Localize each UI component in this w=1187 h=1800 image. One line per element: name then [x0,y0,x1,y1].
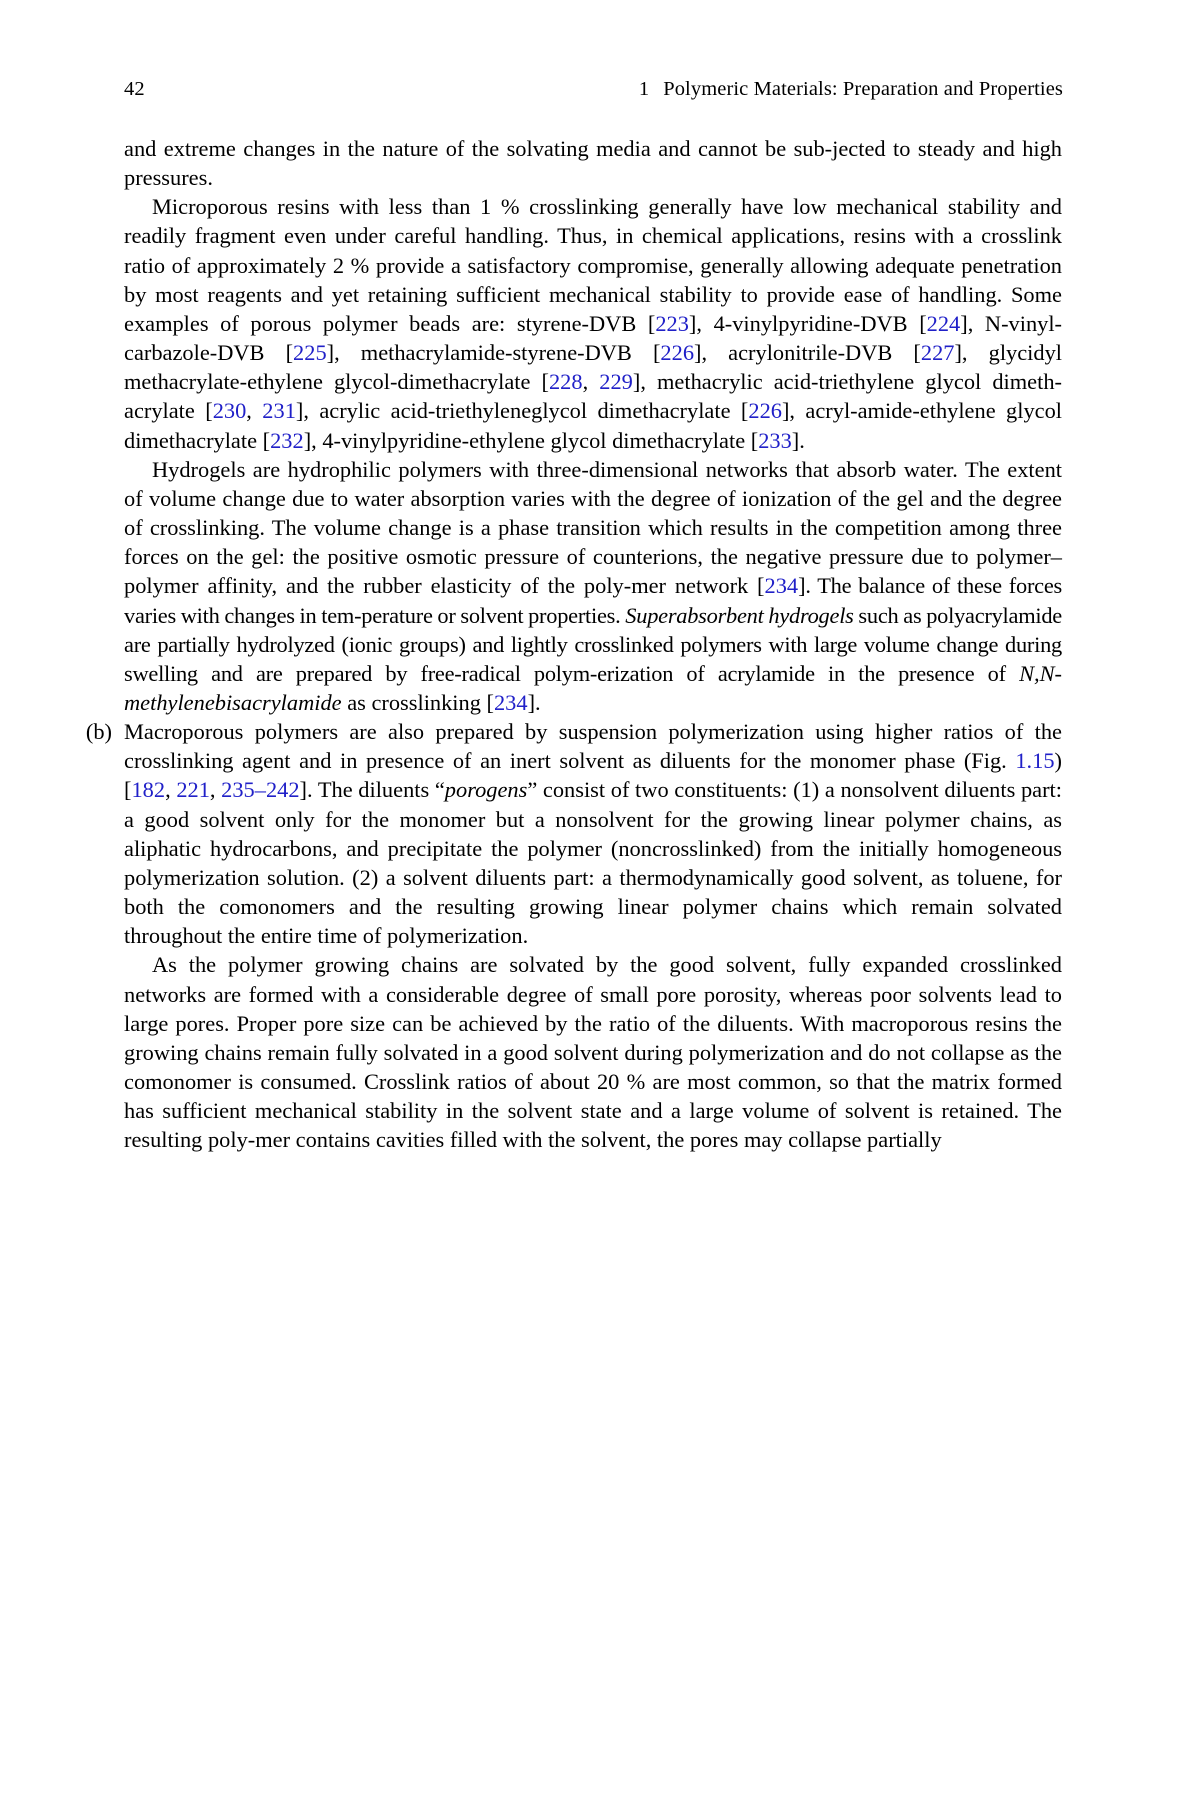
paragraph-text: ) [ [124,748,1062,803]
paragraph-text: ], glycidyl methacrylate-ethylene glycol-dimethacrylate [ [124,340,1062,395]
header-title [184,78,1063,101]
paragraph-continuation [124,134,1062,192]
text-column [85,134,1063,1154]
paragraph-text: ” consist of two constituents: (1) a nonsolvent diluents part: a good solvent only for the monomer but a nonsolvent for the growing linear polymer chains, as aliphatic hydrocarbons, and precipitate the polymer (noncrosslinked) from the initially homogeneous polymerization solution. (2) a solvent diluents part: a thermodynamically good solvent, as toluene, for both the comonomers and the resulting growing linear polymer chains which remain solvated throughout the entire time of polymerization. [124,777,1062,949]
paragraph-text: ], acrylic acid-triethyleneglycol dimethacrylate [ [295,398,749,424]
list-item-b [85,717,1062,1154]
paragraph-text: ]. [527,689,541,715]
paragraph-solvated-chains [124,950,1062,1154]
paragraph-text: ], acryl-amide-ethylene glycol dimethacrylate [ [124,398,1062,453]
header-title-text: Polymeric Materials: Preparation and Properties [663,78,1063,100]
list-marker: (b) [85,719,112,745]
paragraph-text: , [209,777,222,803]
running-header [124,78,1063,104]
citation-link[interactable]: 235–242 [221,777,300,803]
citation-link[interactable]: 234 [764,573,799,599]
emphasis-superabsorbent-hydrogels: Superabsorbent hydrogels [625,602,854,628]
citation-link[interactable]: 231 [262,398,296,424]
paragraph-text: ], methacrylic acid-triethylene glycol dimeth-acrylate [ [124,369,1062,424]
citation-link[interactable]: 221 [176,777,210,803]
citation-link[interactable]: 223 [655,310,689,336]
paragraph-text: ], 4-vinylpyridine-ethylene glycol dimethacrylate [ [303,427,759,453]
citation-link[interactable]: 224 [926,310,961,336]
paragraph-text: ]. [791,427,805,453]
paragraph-text: ]. The balance of these forces varies with changes in tem-perature or solvent properties. [124,573,1062,628]
citation-link[interactable]: 234 [493,689,528,715]
citation-link[interactable]: 228 [548,369,583,395]
citation-link[interactable]: 232 [270,427,304,453]
paragraph-text: Microporous resins with less than 1 % crosslinking generally have low mechanical stability and readily fragment even under careful handling. Thus, in chemical applications, resins with a crosslink ratio of approximately 2 % provide a satisfactory compromise, generally allowing adequate penetration by most reagents and yet retaining sufficient mechanical stability to provide ease of handling. Some examples of porous polymer beads are: styrene-DVB [124,194,1062,336]
page-number: 42 [124,78,145,100]
citation-link[interactable]: 230 [212,398,247,424]
paragraph-text: such as polyacrylamide are partially hydrolyzed (ionic groups) and lightly crosslinked polymers with large volume change during swelling and are prepared by free-radical polym-erization of acrylamide in the presence of [124,602,1062,686]
paragraph-text: , [165,777,177,803]
paragraph-hydrogels [124,455,1062,717]
paragraph-text: as crosslinking [ [341,689,494,715]
citation-link[interactable]: 226 [660,340,695,366]
paragraph-text: ]. The diluents “ [299,777,445,803]
citation-link[interactable]: 233 [758,427,792,453]
paragraph-text: , [246,398,263,424]
list-item-body [124,717,1062,1154]
paragraph-text: Hydrogels are hydrophilic polymers with three-dimensional networks that absorb water. The extent of volume change due to water absorption varies with the degree of ionization of the gel and the degree of crosslinking. The volume change is a phase transition which results in the competition among three forces on the gel: the positive osmotic pressure of counterions, the negative pressure due to polymer–polymer affinity, and the rubber elasticity of the poly-mer network [ [124,456,1062,599]
paragraph-text: , [582,369,600,395]
citation-link[interactable]: 225 [293,340,327,366]
citation-link[interactable]: 226 [748,398,782,424]
citation-link[interactable]: 229 [599,369,633,395]
citation-link[interactable]: 182 [131,777,166,803]
emphasis-porogens: porogens [444,777,528,803]
paragraph-macroporous-polymers [124,717,1062,950]
header-chapter-number: 1 [638,78,650,100]
paragraph-text: and extreme changes in the nature of the solvating media and cannot be sub-jected to steady and high pressures. [124,136,1062,191]
citation-link[interactable]: 227 [920,340,955,366]
paragraph-text: ], N-vinyl-carbazole-DVB [ [124,310,1063,366]
paragraph-microporous-resins: Microporous resins with less than 1 % crosslinking generally have low mechanical stability and readily fragment even under careful handling. Thus, in chemical applications, resins with a crosslink ratio of approximately 2 % provide a satisfactory compromise, generally allowing adequate penetration by most reagents and yet retaining sufficient mechanical stability to provide ease of handling. Some examples of porous polymer beads are: styrene-DVB [223], 4-vinylpyridine-DVB [224], N-vinyl-carbazole-DVB [225], methacrylamide-styrene-DVB [226], acrylonitrile-DVB [227], glycidyl methacrylate-ethylene glycol-dimethacrylate [228, 229], methacrylic acid-triethylene glycol dimeth-acrylate [230, 231], acrylic acid-triethyleneglycol dimethacrylate [226], acryl-amide-ethylene glycol dimethacrylate [232], 4-vinylpyridine-ethylene glycol dimethacrylate [233]. [124,194,1063,453]
paragraph-text: ], methacrylamide-styrene-DVB [ [326,340,661,366]
paragraph-text: As the polymer growing chains are solvated by the good solvent, fully expanded crosslinked networks are formed with a considerable degree of small pore porosity, whereas poor solvents lead to large pores. Proper pore size can be achieved by the ratio of the diluents. With macroporous resins the growing chains remain fully solvated in a good solvent during polymerization and do not collapse as the comonomer is consumed. Crosslink ratios of about 20 % are most common, so that the matrix formed has sufficient mechanical stability in the solvent state and a large volume of solvent is retained. The resulting poly-mer contains cavities filled with the solvent, the pores may collapse partially [124,952,1062,1153]
paragraph-text: ], acrylonitrile-DVB [ [694,340,921,366]
figure-reference-link[interactable]: 1.15 [1015,748,1055,774]
emphasis-methylenebisacrylamide: N,N-methylenebisacrylamide [124,660,1062,715]
paragraph-text: Macroporous polymers are also prepared by suspension polymerization using higher ratios of the crosslinking agent and in presence of an inert solvent as diluents for the monomer phase (Fig. [124,719,1062,774]
paragraph-text: ], 4-vinylpyridine-DVB [ [688,310,927,336]
